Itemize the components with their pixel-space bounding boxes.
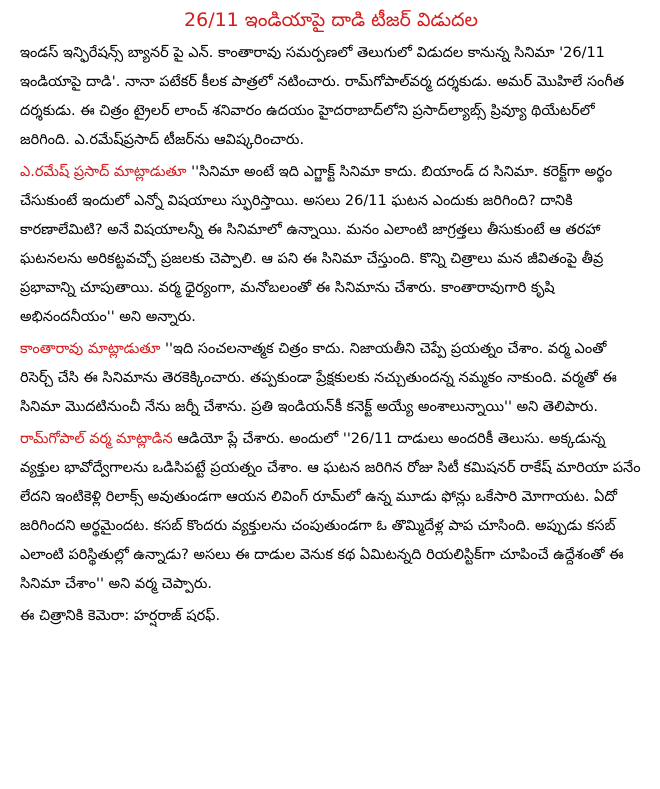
article [20, 7, 642, 634]
quote-text-ramgopal-varma: ఆడియో ప్లే చేశారు. అందులో ''26/11 దాడులు అందరికీ తెలుసు. అక్కడున్న వ్యక్తుల భావోద్వేగాలను ఒడిసిపట్టే ప్రయత్నం చేశాం. ఆ ఘటన జరిగిన రోజు సిటీ కమిషనర్ రాకేష్ మారియా పనేం లేదని ఇంటికెళ్లి రిలాక్స్ అవుతుండగా ఆయన లివింగ్ రూమ్‌లో ఉన్న మూడు ఫోన్లు ఒకేసారి మోగాయట. ఏదో జరిగిందని అర్థమైందట. కసబ్ కొందరు వ్యక్తులను చంపుతుండగా ఓ తొమ్మిదేళ్ల పాప చూసింది. అప్పుడు కసబ్ ఎలాంటి పరిస్థితుల్లో ఉన్నాడు? అసలు ఈ దాడుల వెనుక కథ ఏమిటన్నది రియలిస్టిక్‌గా చూపించే ఉద్దేశంతో ఈ సినిమా చేశాం'' అని వర్మ చెప్పారు. [20, 431, 641, 592]
speaker-name-ramesh-prasad: ఎ.రమేష్ ప్రసాద్ మాట్లాడుతూ [20, 164, 187, 180]
camera-credit: ఈ చిత్రానికి కెమెరా: హర్షరాజ్ షరఫ్. [20, 608, 221, 624]
speaker-name-kantharao: కాంతారావు మాట్లాడుతూ [20, 341, 161, 357]
quote-paragraph-ramgopal-varma [20, 425, 642, 599]
quote-text-kantharao: ''ఇది సంచలనాత్మక చిత్రం కాదు. నిజాయతీని చెప్పే ప్రయత్నం చేశాం. వర్మ ఎంతో రిసెర్చ్ చేసి ఈ సినిమాను తెరకెక్కించారు. తప్పకుండా ప్రేక్షకులకు నచ్చుతుందన్న నమ్మకం నాకుంది. వర్మతో ఈ సినిమా మొదటినుంచీ నేను జర్నీ చేశాను. ప్రతి ఇండియన్‌కీ కనెక్ట్ అయ్యే అంశాలున్నాయి'' అని తెలిపారు. [20, 341, 617, 415]
article-title: 26/11 ఇండియాపై దాడి టీజర్ విడుదల [184, 9, 478, 31]
quote-text-ramesh-prasad: ''సినిమా అంటే ఇది ఎగ్జాక్ట్ సినిమా కాదు. బియాండ్ ద సినిమా. కరెక్ట్‌గా అర్థం చేసుకుంటే ఇందులో ఎన్నో విషయాలు స్ఫురిస్తాయి. అసలు 26/11 ఘటన ఎందుకు జరిగింది? దానికి కారణాలేమిటి? అనే విషయాలన్నీ ఈ సినిమాలో ఉన్నాయి. మనం ఎలాంటి జాగ్రత్తలు తీసుకుంటే ఆ తరహా ఘటనలను అరికట్టవచ్చో ప్రజలకు చెప్పాలి. ఆ పని ఈ సినిమా చేస్తుంది. కొన్ని చిత్రాలు మన జీవితంపై తీవ్ర ప్రభావాన్ని చూపుతాయి. వర్మ ధైర్యంగా, మనోబలంతో ఈ సినిమాను చేశారు. కాంతారావుగారి కృషి అభినందనీయం'' అని అన్నారు. [20, 164, 613, 325]
speaker-name-ramgopal-varma: రామ్‌గోపాల్ వర్మ మాట్లాడిన [20, 431, 173, 447]
intro-paragraph: ఇండస్ ఇన్ఫిరేషన్స్ బ్యానర్ పై ఎన్. కాంతారావు సమర్పణలో తెలుగులో విడుదల కానున్న సినిమా '26/11 ఇండియాపై దాడి'. నానా పటేకర్ కీలక పాత్రలో నటించారు. రామ్‌గోపాల్‌వర్మ దర్శకుడు. అమర్ మొహిలే సంగీత దర్శకుడు. ఈ చిత్రం ట్రైలర్ లాంచ్ శనివారం ఉదయం హైదరాబాద్‌లోని ప్రసాద్‌ల్యాబ్స్ ప్రివ్యూ థియేటర్‌లో జరిగింది. ఎ.రమేష్‌ప్రసాద్ టీజర్‌ను ఆవిష్కరించారు. [20, 45, 625, 148]
quote-paragraph-kantharao [20, 335, 642, 422]
quote-paragraph-ramesh-prasad [20, 158, 642, 332]
